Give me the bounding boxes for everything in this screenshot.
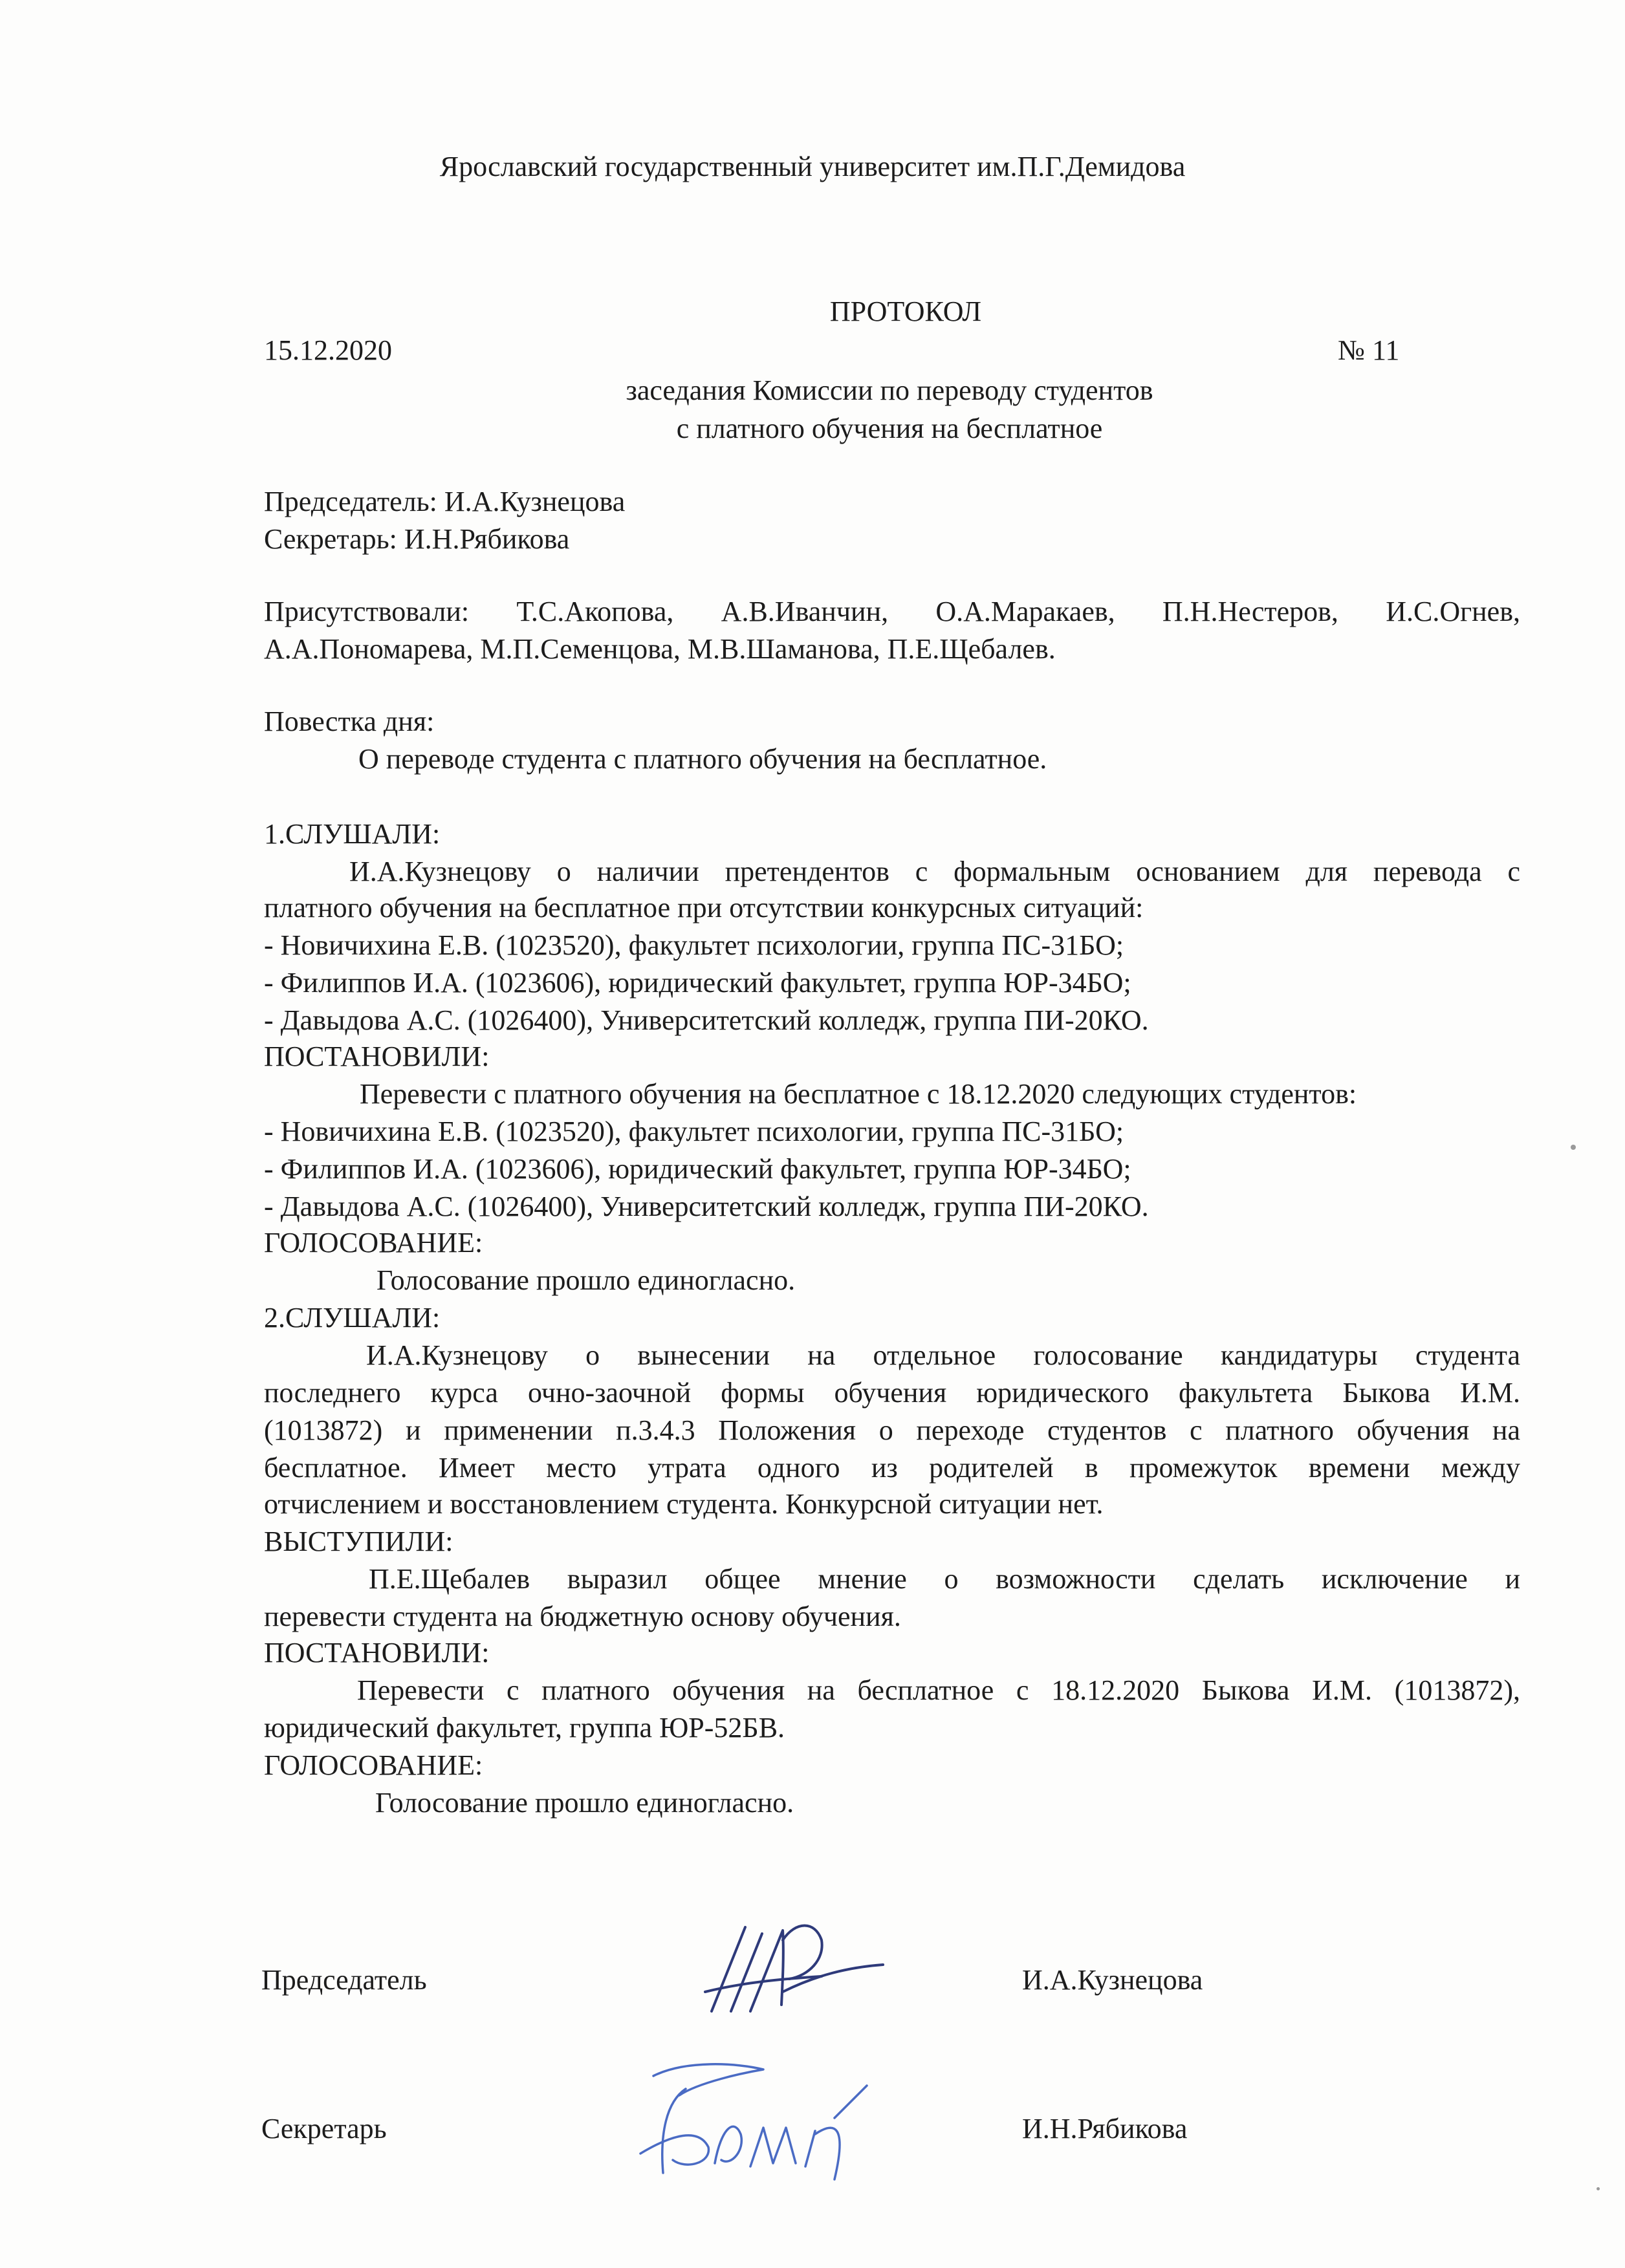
section2-resolved-heading: ПОСТАНОВИЛИ: xyxy=(264,1637,490,1669)
section2-resolved-line-2: юридический факультет, группа ЮР-52БВ. xyxy=(264,1712,785,1744)
section1-vote-heading: ГОЛОСОВАНИЕ: xyxy=(264,1227,483,1258)
section2-heard-line-5: отчислением и восстановлением студента. Конкурсной ситуации нет. xyxy=(264,1488,1104,1520)
section2-spoke-heading: ВЫСТУПИЛИ: xyxy=(264,1526,453,1557)
present-line-1: Присутствовали: Т.С.Акопова, А.В.Иванчин, О.А.Маракаев, П.Н.Нестеров, И.С.Огнев, xyxy=(264,596,1520,627)
section2-heard-line-2: последнего курса очно-заочной формы обучения юридического факультета Быкова И.М. xyxy=(264,1377,1520,1409)
section1-heard-heading: 1.СЛУШАЛИ: xyxy=(264,818,441,850)
chair-line: Председатель: И.А.Кузнецова xyxy=(264,486,626,517)
chair-signature-name: И.А.Кузнецова xyxy=(1022,1964,1203,1996)
agenda-item: О переводе студента с платного обучения на бесплатное. xyxy=(358,743,1047,775)
secretary-signature-title: Секретарь xyxy=(261,2113,387,2144)
section1-heard-line-2: платного обучения на бесплатное при отсутствии конкурсных ситуаций: xyxy=(264,892,1144,923)
scan-speck xyxy=(1571,1145,1576,1150)
section2-resolved-line-1: Перевести с платного обучения на бесплатное с 18.12.2020 Быкова И.М. (1013872), xyxy=(357,1674,1520,1706)
section1-resolved-student-2: - Филиппов И.А. (1023606), юридический факультет, группа ЮР-34БО; xyxy=(264,1153,1131,1185)
secretary-line: Секретарь: И.Н.Рябикова xyxy=(264,523,570,555)
section1-student-1: - Новичихина Е.В. (1023520), факультет психологии, группа ПС-31БО; xyxy=(264,929,1124,961)
section2-heard-line-3: (1013872) и применении п.3.4.3 Положения о переходе студентов с платного обучения на xyxy=(264,1414,1520,1446)
subtitle-line-1: заседания Комиссии по переводу студентов xyxy=(626,374,1153,406)
subtitle-line-2: с платного обучения на бесплатное xyxy=(676,413,1103,444)
present-line-2: А.А.Пономарева, М.П.Семенцова, М.В.Шаманова, П.Е.Щебалев. xyxy=(264,633,1056,665)
doc-type-title: ПРОТОКОЛ xyxy=(829,296,982,327)
section1-resolved-student-3: - Давыдова А.С. (1026400), Университетский колледж, группа ПИ-20КО. xyxy=(264,1191,1149,1222)
protocol-number: № 11 xyxy=(1338,334,1400,366)
chair-signature-title: Председатель xyxy=(261,1964,427,1996)
section1-student-2: - Филиппов И.А. (1023606), юридический факультет, группа ЮР-34БО; xyxy=(264,967,1131,999)
secretary-signature-name: И.Н.Рябикова xyxy=(1022,2113,1188,2144)
section2-vote-result: Голосование прошло единогласно. xyxy=(375,1787,794,1819)
section1-resolved-student-1: - Новичихина Е.В. (1023520), факультет психологии, группа ПС-31БО; xyxy=(264,1116,1124,1147)
section2-spoke-line-2: перевести студента на бюджетную основу обучения. xyxy=(264,1601,901,1632)
section1-vote-result: Голосование прошло единогласно. xyxy=(376,1264,796,1296)
section2-heard-line-1: И.А.Кузнецову о вынесении на отдельное голосование кандидатуры студента xyxy=(366,1339,1520,1371)
protocol-date: 15.12.2020 xyxy=(264,334,392,366)
section1-resolved-heading: ПОСТАНОВИЛИ: xyxy=(264,1041,490,1072)
agenda-heading: Повестка дня: xyxy=(264,706,435,737)
section2-heard-heading: 2.СЛУШАЛИ: xyxy=(264,1302,441,1334)
section1-heard-line-1: И.А.Кузнецову о наличии претендентов с формальным основанием для перевода с xyxy=(349,856,1520,887)
section1-student-3: - Давыдова А.С. (1026400), Университетский колледж, группа ПИ-20КО. xyxy=(264,1004,1149,1036)
section2-heard-line-4: бесплатное. Имеет место утрата одного из родителей в промежуток времени между xyxy=(264,1452,1520,1484)
university-name: Ярославский государственный университет им.П.Г.Демидова xyxy=(439,151,1186,182)
section1-resolved-line: Перевести с платного обучения на бесплатное с 18.12.2020 следующих студентов: xyxy=(360,1078,1357,1110)
section2-vote-heading: ГОЛОСОВАНИЕ: xyxy=(264,1749,483,1781)
section2-spoke-line-1: П.Е.Щебалев выразил общее мнение о возможности сделать исключение и xyxy=(369,1563,1520,1595)
chair-handwritten-signature xyxy=(686,1914,893,2024)
secretary-handwritten-signature xyxy=(602,2057,912,2192)
scan-speck xyxy=(1597,2187,1600,2190)
